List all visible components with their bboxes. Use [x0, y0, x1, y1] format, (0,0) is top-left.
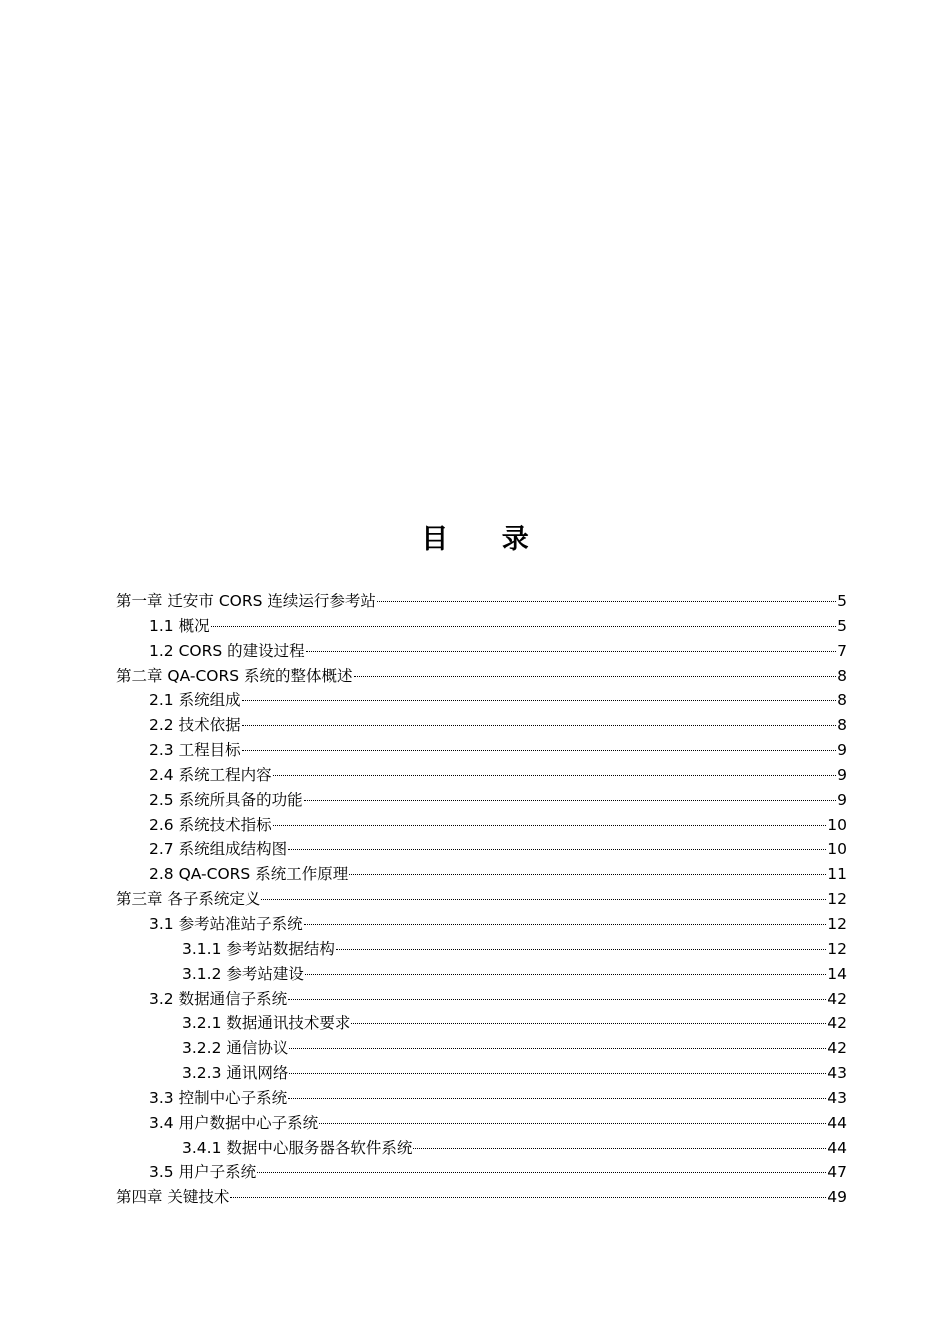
- toc-entry[interactable]: [116, 1011, 847, 1036]
- toc-dot-leader: [242, 750, 837, 751]
- toc-entry[interactable]: [116, 688, 847, 713]
- toc-entry[interactable]: [116, 962, 847, 987]
- toc-entry-label: 3.1 参考站准站子系统: [149, 914, 303, 933]
- toc-entry-page-number: 8: [837, 666, 847, 685]
- toc-entry-page-number: 49: [827, 1188, 847, 1207]
- toc-entry[interactable]: [116, 887, 847, 912]
- toc-entry-label: 2.8 QA-CORS 系统工作原理: [149, 865, 349, 884]
- toc-entry[interactable]: [116, 664, 847, 689]
- toc-entry[interactable]: [116, 589, 847, 614]
- toc-entry-label: 3.2.2 通信协议: [182, 1039, 289, 1058]
- toc-entry-page-number: 43: [827, 1064, 847, 1083]
- toc-entry-label: 1.1 概况: [149, 616, 210, 635]
- toc-entry-page-number: 11: [827, 865, 847, 884]
- toc-entry[interactable]: [116, 862, 847, 887]
- toc-dot-leader: [304, 924, 827, 925]
- toc-entry-label: 3.1.1 参考站数据结构: [182, 939, 335, 958]
- toc-entry[interactable]: [116, 788, 847, 813]
- toc-entry[interactable]: [116, 1036, 847, 1061]
- toc-entry-label: 第三章 各子系统定义: [116, 890, 261, 909]
- toc-entry-page-number: 42: [827, 1014, 847, 1033]
- toc-entry-label: 2.6 系统技术指标: [149, 815, 272, 834]
- toc-entry-label: 3.2.3 通讯网络: [182, 1064, 289, 1083]
- toc-dot-leader: [306, 651, 836, 652]
- toc-entry-page-number: 9: [837, 765, 847, 784]
- toc-entry[interactable]: [116, 713, 847, 738]
- toc-entry-label: 2.5 系统所具备的功能: [149, 790, 303, 809]
- toc-entry-page-number: 42: [827, 1039, 847, 1058]
- toc-entry-page-number: 10: [827, 840, 847, 859]
- toc-entry-page-number: 7: [837, 641, 847, 660]
- toc-list: [116, 589, 847, 1210]
- toc-dot-leader: [377, 601, 836, 602]
- toc-dot-leader: [349, 874, 826, 875]
- toc-entry[interactable]: [116, 1111, 847, 1136]
- toc-entry-page-number: 10: [827, 815, 847, 834]
- toc-entry-label: 3.4.1 数据中心服务器各软件系统: [182, 1138, 413, 1157]
- toc-entry-label: 3.2.1 数据通讯技术要求: [182, 1014, 351, 1033]
- toc-dot-leader: [230, 1197, 826, 1198]
- toc-entry-label: 2.2 技术依据: [149, 716, 241, 735]
- toc-entry-label: 第二章 QA-CORS 系统的整体概述: [116, 666, 353, 685]
- toc-entry[interactable]: [116, 837, 847, 862]
- toc-entry-label: 3.4 用户数据中心子系统: [149, 1113, 319, 1132]
- toc-entry[interactable]: [116, 912, 847, 937]
- toc-dot-leader: [304, 800, 837, 801]
- toc-entry-label: 2.3 工程目标: [149, 741, 241, 760]
- toc-entry-page-number: 8: [837, 716, 847, 735]
- toc-entry-label: 3.2 数据通信子系统: [149, 989, 288, 1008]
- toc-entry[interactable]: [116, 813, 847, 838]
- toc-entry[interactable]: [116, 1136, 847, 1161]
- toc-dot-leader: [288, 849, 826, 850]
- toc-entry-label: 2.1 系统组成: [149, 691, 241, 710]
- toc-dot-leader: [261, 899, 826, 900]
- toc-entry-label: 第一章 迁安市 CORS 连续运行参考站: [116, 592, 376, 610]
- toc-dot-leader: [288, 1098, 826, 1099]
- toc-entry[interactable]: [116, 614, 847, 639]
- toc-entry-page-number: 12: [827, 939, 847, 958]
- toc-entry-page-number: 47: [827, 1163, 847, 1182]
- toc-entry-label: 1.2 CORS 的建设过程: [149, 641, 305, 660]
- toc-entry-label: 第四章 关键技术: [116, 1188, 230, 1207]
- toc-entry-label: 3.1.2 参考站建设: [182, 964, 304, 983]
- toc-dot-leader: [242, 725, 837, 726]
- toc-dot-leader: [354, 676, 837, 677]
- toc-entry-page-number: 5: [837, 616, 847, 635]
- toc-entry-label: 2.4 系统工程内容: [149, 765, 272, 784]
- toc-dot-leader: [289, 1048, 826, 1049]
- toc-dot-leader: [336, 949, 826, 950]
- toc-entry-label: 3.5 用户子系统: [149, 1163, 257, 1182]
- toc-entry[interactable]: [116, 987, 847, 1012]
- toc-dot-leader: [242, 700, 837, 701]
- toc-entry-page-number: 9: [837, 741, 847, 760]
- toc-entry[interactable]: [116, 1160, 847, 1185]
- toc-entry-page-number: 43: [827, 1088, 847, 1107]
- toc-dot-leader: [257, 1172, 826, 1173]
- toc-entry-page-number: 12: [827, 914, 847, 933]
- toc-entry[interactable]: [116, 1185, 847, 1210]
- toc-entry-page-number: 42: [827, 989, 847, 1008]
- toc-title: 目 录: [421, 524, 551, 555]
- toc-entry[interactable]: [116, 639, 847, 664]
- toc-dot-leader: [211, 626, 837, 627]
- toc-dot-leader: [288, 999, 826, 1000]
- toc-dot-leader: [351, 1023, 826, 1024]
- toc-entry-page-number: 14: [827, 964, 847, 983]
- toc-entry-label: 3.3 控制中心子系统: [149, 1088, 288, 1107]
- toc-dot-leader: [319, 1123, 826, 1124]
- toc-entry-page-number: 5: [837, 592, 847, 610]
- toc-entry[interactable]: [116, 763, 847, 788]
- toc-dot-leader: [273, 825, 827, 826]
- toc-dot-leader: [413, 1148, 826, 1149]
- toc-entry[interactable]: [116, 738, 847, 763]
- toc-dot-leader: [305, 974, 826, 975]
- toc-entry[interactable]: [116, 1086, 847, 1111]
- toc-entry[interactable]: [116, 937, 847, 962]
- toc-entry-page-number: 44: [827, 1113, 847, 1132]
- toc-entry-page-number: 44: [827, 1138, 847, 1157]
- toc-dot-leader: [289, 1073, 826, 1074]
- toc-entry-label: 2.7 系统组成结构图: [149, 840, 288, 859]
- toc-dot-leader: [273, 775, 837, 776]
- toc-entry-page-number: 12: [827, 890, 847, 909]
- toc-entry-page-number: 9: [837, 790, 847, 809]
- toc-entry[interactable]: [116, 1061, 847, 1086]
- toc-entry-page-number: 8: [837, 691, 847, 710]
